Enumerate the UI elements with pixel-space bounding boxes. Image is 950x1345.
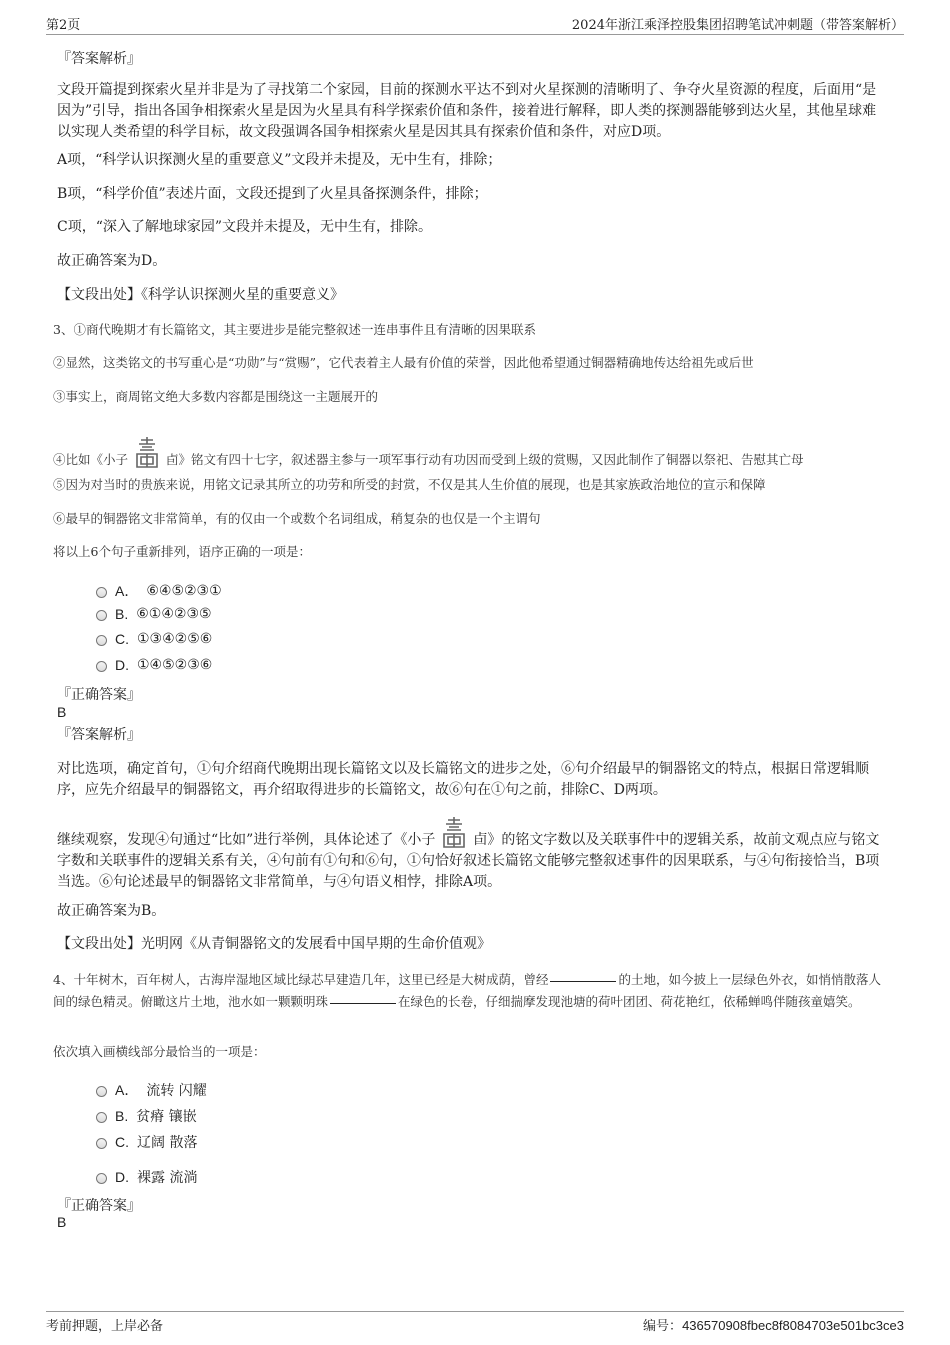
q4-stem-part-2: 的土地，如今披上一层绿色外衣，如悄悄散落人间的绿色精灵。俯瞰这片土地，池水如一颗颗明珠 [53,972,881,1009]
document-title: 2024年浙江乘泽控股集团招聘笔试冲刺题（带答案解析） [571,18,904,33]
ancient-character-image [131,436,163,470]
option-letter: C. [115,631,129,647]
document-code [643,1315,904,1334]
footer-divider [46,1311,904,1312]
option-letter: A． [115,583,139,599]
q4-option-c[interactable] [96,1132,197,1152]
radio-button[interactable] [96,1112,107,1123]
q2-analysis-option-a: A项，“科学认识探测火星的重要意义”文段并未提及，无中生有，排除； [57,152,502,168]
q2-analysis-heading: 『答案解析』 [57,51,141,67]
radio-button[interactable] [96,1086,107,1097]
q4-answer-heading: 『正确答案』 [57,1198,141,1214]
radio-button[interactable] [96,661,107,672]
q3-sentence-4-start: ④比如《小子 [53,452,129,467]
q3-analysis-paragraph-1: 对比选项，确定首句，①句介绍商代晚期出现长篇铭文以及长篇铭文的进步之处，⑥句介绍最早的铜器铭文的特点，根据日常逻辑顺序，应先介绍最早的铜器铭文，再介绍取得进步的长篇铭文，故⑥句在①句之前，排除C、D两项。 [57,761,869,798]
option-letter: B. [115,1108,129,1124]
option-text: ⑥④⑤②③① [146,583,222,599]
q3-sentence-4 [53,436,890,470]
option-text: 裸露 流淌 [137,1170,198,1186]
radio-button[interactable] [96,635,107,646]
radio-button[interactable] [96,587,107,598]
ancient-character-image [438,816,470,850]
q3-sentence-6: ⑥最早的铜器铭文非常简单，有的仅由一个或数个名词组成，稍复杂的也仅是一个主谓句 [53,511,541,526]
q2-conclusion: 故正确答案为D。 [57,253,167,269]
q3-analysis-p2-start: 继续观察，发现④句通过“比如”进行举例，具体论述了《小子 [57,832,436,848]
q3-option-b[interactable] [96,606,212,622]
q4-stem-part-1: 4、十年树木，百年树人，古海岸湿地区域比绿芯早建造几年，这里已经是大树成荫，曾经 [53,972,549,987]
q3-analysis-paragraph-2 [57,816,890,893]
q4-stem-part-3: 在绿色的长卷，仔细揣摩发现池塘的荷叶团团、荷花艳红，依稀蝉鸣伴随孩童嬉笑。 [398,994,861,1009]
radio-button[interactable] [96,1173,107,1184]
q3-sentence-5: ⑤因为对当时的贵族来说，用铭文记录其所立的功劳和所受的封赏，不仅是其人生价值的展现，也是其家族政治地位的宣示和保障 [53,477,766,492]
q2-analysis-option-c: C项，“深入了解地球家园”文段并未提及，无中生有，排除。 [57,219,433,235]
option-text: 贫瘠 镶嵌 [136,1109,197,1125]
q4-option-d[interactable] [96,1167,197,1187]
footer-slogan: 考前押题，上岸必备 [46,1319,164,1334]
q2-source: 【文段出处】《科学认识探测火星的重要意义》 [57,287,344,303]
q3-option-d[interactable] [96,657,212,673]
q4-stem [53,969,890,1013]
q3-source: 【文段出处】光明网《从青铜器铭文的发展看中国早期的生命价值观》 [57,936,491,952]
option-text: ①③④②⑤⑥ [137,631,213,647]
q3-answer: B [57,704,67,720]
q4-prompt: 依次填入画横线部分最恰当的一项是： [53,1044,266,1059]
q3-conclusion: 故正确答案为B。 [57,903,166,919]
q3-option-c[interactable] [96,631,212,647]
option-text: 流转 闪耀 [146,1083,207,1099]
q3-prompt: 将以上6个句子重新排列，语序正确的一项是： [53,544,311,559]
q4-option-b[interactable] [96,1106,197,1126]
header-divider [46,34,904,35]
page-number: 第2页 [46,18,81,33]
option-text: 辽阔 散落 [137,1135,198,1151]
q3-analysis-heading: 『答案解析』 [57,727,141,743]
code-value: 436570908fbec8f8084703e501bc3ce3 [682,1318,904,1333]
code-label: 编号： [643,1319,683,1334]
q2-analysis-paragraph: 文段开篇提到探索火星并非是为了寻找第二个家园，目前的探测水平达不到对火星探测的清晰明了、争夺火星资源的程度，后面用“是因为”引导，指出各国争相探索火星是因为火星具有科学探索价值和条件，接着进行解释，即人类的探测器能够到达火星，其他星球难以实现人类希望的科学目标，故文段强调各国争相探索火星是因其具有探索价值和条件，对应D项。 [57,82,877,140]
option-letter: A． [115,1082,139,1098]
q3-option-a[interactable] [96,581,222,601]
q2-analysis-option-b: B项，“科学价值”表述片面，文段还提到了火星具备探测条件，排除； [57,186,488,202]
option-letter: D. [115,1169,129,1185]
option-letter: C. [115,1134,129,1150]
q3-sentence-1: 3、①商代晚期才有长篇铭文，其主要进步是能完整叙述一连串事件且有清晰的因果联系 [53,322,536,337]
q3-sentence-3: ③事实上，商周铭文绝大多数内容都是围绕这一主题展开的 [53,389,379,404]
q3-answer-heading: 『正确答案』 [57,687,141,703]
option-letter: B. [115,606,129,622]
option-text: ①④⑤②③⑥ [137,657,213,673]
q4-answer: B [57,1214,67,1230]
q3-sentence-2: ②显然，这类铭文的书写重心是“功勋”与“赏赐”，它代表着主人最有价值的荣誉，因此他希望通过铜器精确地传达给祖先或后世 [53,355,754,370]
radio-button[interactable] [96,610,107,621]
fill-blank-1 [550,981,616,982]
q4-option-a[interactable] [96,1080,207,1100]
q3-analysis-p2-end: 卣》的铭文字数以及关联事件中的逻辑关系，故前文观点应与铭文字数和关联事件的逻辑关系有关，④句前有①句和⑥句，①句恰好叙述长篇铭文能够完整叙述事件的因果联系，与④句衔接恰当，B项当选。⑥句论述最早的铜器铭文非常简单，与④句语义相悖，排除A项。 [57,832,880,890]
radio-button[interactable] [96,1138,107,1149]
option-letter: D. [115,657,129,673]
option-text: ⑥①④②③⑤ [136,606,212,622]
q3-sentence-4-end: 卣》铭文有四十七字，叙述器主参与一项军事行动有功因而受到上级的赏赐，又因此制作了铜器以祭祀、告慰其亡母 [166,452,804,467]
fill-blank-2 [330,1003,396,1004]
